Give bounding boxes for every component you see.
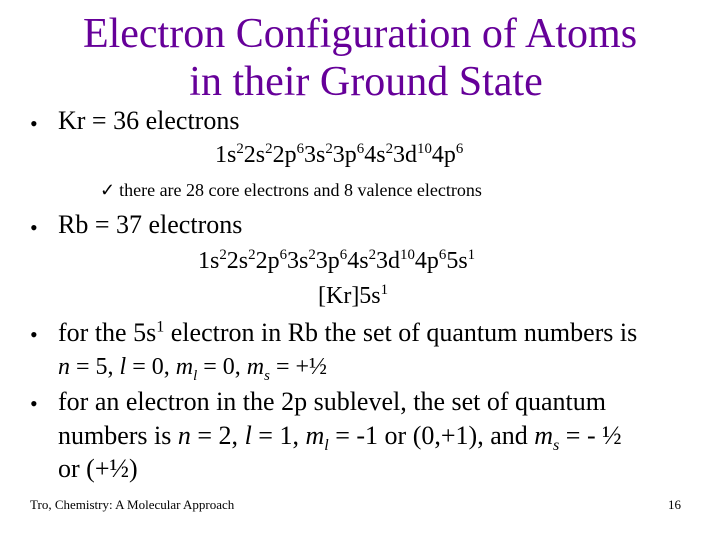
orbital-electron-count: 2	[308, 247, 316, 263]
orbital-electron-count: 1	[467, 247, 476, 263]
orbital-electron-count: 6	[438, 247, 447, 263]
orbital-term: 4s	[364, 142, 386, 168]
orbital-electron-count: 2	[219, 247, 227, 263]
orbital-term: 3p	[315, 248, 340, 274]
orbital-term: 1s	[198, 248, 220, 274]
slide-title-line-2: in their Ground State	[189, 59, 543, 105]
orbital-term: 3s	[287, 248, 309, 274]
orbital-electron-count: 2	[265, 141, 273, 157]
orbital-term: 2s	[226, 248, 249, 274]
rb-configuration	[198, 248, 475, 275]
orbital-term: 2s	[243, 142, 266, 168]
orbital-electron-count: 2	[236, 141, 244, 157]
orbital-electron-count: 2	[325, 141, 333, 157]
orbital-electron-count: 2	[368, 247, 376, 263]
orbital-term: 2p	[255, 248, 280, 274]
bullet-rb: •	[30, 215, 38, 240]
kr-configuration	[215, 142, 463, 169]
q2-line-3: or (+½)	[58, 454, 138, 483]
orbital-term: 3d	[376, 248, 400, 274]
orbital-electron-count: 6	[279, 247, 287, 263]
orbital-electron-count: 10	[417, 141, 432, 157]
slide-title-line-1: Electron Configuration of Atoms	[82, 11, 638, 57]
orbital-electron-count: 6	[296, 141, 304, 157]
q1-quantum-numbers: n = 5, l = 0, $m_l = 0$, $m_s$ = +½	[58, 354, 328, 384]
page-number: 16	[668, 497, 681, 512]
q2-line-1: for an electron in the 2p sublevel, the set of quantum	[58, 387, 607, 416]
orbital-electron-count: 6	[339, 247, 348, 263]
orbital-electron-count: 2	[385, 141, 393, 157]
orbital-term: 1s	[215, 142, 237, 168]
bullet-kr: •	[30, 111, 38, 136]
bullet-q1: •	[30, 322, 38, 347]
rb-electrons: Rb = 37 electrons	[58, 210, 243, 239]
orbital-electron-count: 6	[455, 141, 464, 157]
rb-short-configuration: $[Kr]5s^1$	[318, 282, 389, 309]
orbital-term: 5s	[446, 248, 468, 274]
orbital-term: 4s	[347, 248, 369, 274]
q2-line-2: numbers is n = 2, l = 1, $m_l = -1$ or (0,+1), and $m_s$ = - ½	[58, 421, 622, 455]
kr-electrons: Kr = 36 electrons	[58, 106, 240, 135]
orbital-term: 3p	[332, 142, 357, 168]
orbital-electron-count: 10	[400, 247, 415, 263]
bullet-q2: •	[30, 391, 38, 416]
orbital-electron-count: 2	[248, 247, 256, 263]
orbital-electron-count: 6	[356, 141, 365, 157]
orbital-term: 2p	[272, 142, 297, 168]
slide-title	[0, 10, 720, 106]
kr-note-text: there are 28 core electrons and 8 valence electrons	[119, 180, 482, 200]
orbital-term: 3s	[304, 142, 326, 168]
checkmark-icon: ✓	[100, 180, 116, 200]
kr-note	[100, 180, 482, 201]
orbital-term: 4p	[414, 248, 439, 274]
footer-source: Tro, Chemistry: A Molecular Approach	[30, 497, 235, 512]
orbital-term: 3d	[393, 142, 417, 168]
q1-line-1: for the $5s^1$ electron in Rb the set of quantum numbers is	[58, 318, 638, 347]
orbital-term: 4p	[431, 142, 456, 168]
